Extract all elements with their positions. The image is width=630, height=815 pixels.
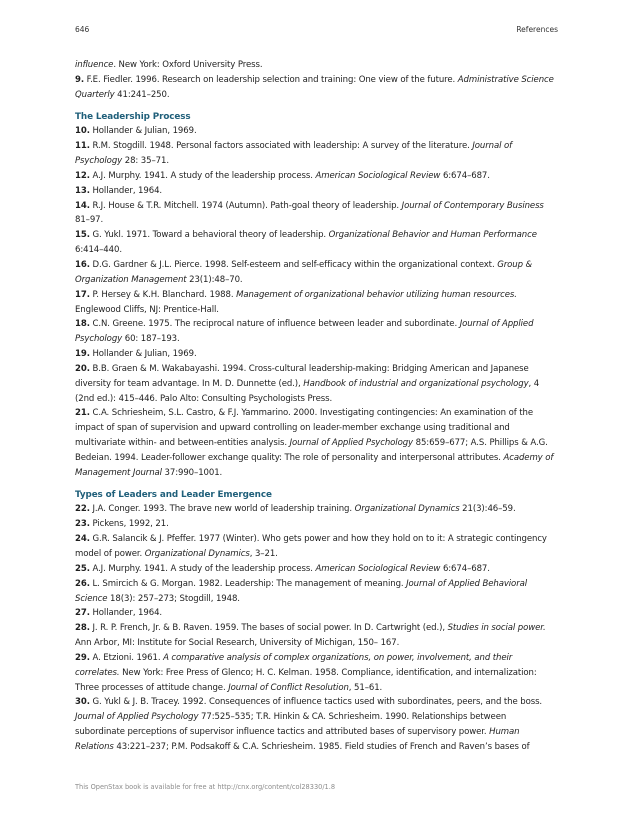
ref-segment: 6:674–687. [440, 563, 490, 574]
ref-segment: C.N. Greene. 1975. The reciprocal nature of influence between leader and subordinate. [92, 319, 460, 330]
continued-references [75, 58, 557, 103]
ref-segment: Hollander, 1964. [92, 608, 163, 619]
ref-segment: 23(1):48–70. [186, 274, 243, 285]
references-content [75, 58, 557, 755]
ref-number: 12. [75, 170, 90, 181]
section-heading: The Leadership Process [75, 111, 191, 122]
reference-item [75, 199, 557, 229]
running-title: References [516, 25, 558, 34]
ref-segment: J.A. Conger. 1993. The brave new world of leadership training. [92, 504, 355, 515]
reference-item [75, 258, 557, 288]
ref-number: 9. [75, 74, 84, 85]
ref-segment: , 51–61. [348, 682, 383, 693]
ref-italic: Journal of Applied Psychology [289, 438, 413, 449]
section-types-of-leaders [75, 488, 557, 755]
reference-item [75, 517, 557, 532]
ref-segment: Hollander, 1964. [92, 185, 163, 196]
reference-item [75, 606, 557, 621]
reference-item [75, 228, 557, 258]
reference-item [75, 124, 557, 139]
ref-italic: Journal of Contemporary Business [401, 200, 544, 211]
ref-number: 29. [75, 652, 90, 663]
ref-number: 11. [75, 141, 90, 152]
ref-segment: F.E. Fiedler. 1996. Research on leadership selection and training: One view of the future. [86, 74, 458, 85]
section-heading: Types of Leaders and Leader Emergence [75, 489, 272, 500]
reference-item [75, 502, 557, 517]
ref-italic: Journal of Psychology [75, 141, 513, 167]
reference-item [75, 317, 557, 347]
ref-number: 19. [75, 349, 90, 360]
ref-segment: 60: 187–193. [122, 334, 180, 345]
reference-item [75, 288, 557, 318]
ref-number: 20. [75, 363, 90, 374]
ref-segment: Englewood Cliffs, NJ: Prentice-Hall. [75, 304, 219, 315]
ref-italic: American Sociological Review [315, 170, 441, 181]
ref-segment: A.J. Murphy. 1941. A study of the leadership process. [92, 170, 316, 181]
ref-segment: R.J. House & T.R. Mitchell. 1974 (Autumn). Path-goal theory of leadership. [92, 200, 402, 211]
ref-segment: G. Yukl. 1971. Toward a behavioral theory of leadership. [92, 230, 329, 241]
ref-italic: Organizational Dynamics [144, 549, 250, 559]
ref-segment: Hollander & Julian, 1969. [92, 126, 197, 137]
ref-italic: Organizational Dynamics [354, 504, 460, 515]
reference-item [75, 73, 557, 103]
ref-number: 21. [75, 408, 90, 419]
ref-italic: Management of organizational behavior utilizing human resources. [236, 289, 517, 300]
reference-item [75, 532, 557, 562]
ref-segment: 28: 35–71. [122, 156, 169, 167]
section-leadership-process [75, 110, 557, 481]
ref-number: 16. [75, 259, 90, 270]
ref-segment: , 4 (2nd ed.): 415–446. Palo Alto: Consulting Psychologists Press. [75, 378, 540, 404]
ref-segment: 6:674–687. [440, 170, 490, 181]
ref-italic: Studies in social power. [447, 623, 546, 634]
ref-italic: influence [75, 60, 114, 70]
ref-segment: R.M. Stogdill. 1948. Personal factors associated with leadership: A survey of the literature. [92, 141, 473, 152]
ref-number: 10. [75, 126, 90, 137]
ref-segment: P. Hersey & K.H. Blanchard. 1988. [92, 289, 237, 300]
page-number: 646 [75, 25, 90, 34]
ref-segment: 6:414–440. [75, 245, 122, 256]
page-footer: This OpenStax book is available for free at http://cnx.org/content/col28330/1.8 [75, 783, 336, 791]
ref-segment: Hollander & Julian, 1969. [92, 349, 197, 360]
reference-item [75, 184, 557, 199]
ref-segment: G.R. Salancik & J. Pfeffer. 1977 (Winter). Who gets power and how they hold on to it: A strategic contingency model of power. [75, 534, 547, 559]
ref-italic: Administrative Science Quarterly [75, 74, 554, 100]
ref-italic: Journal of Conflict Resolution [228, 682, 349, 693]
ref-italic: American Sociological Review [315, 563, 441, 574]
ref-number: 15. [75, 230, 90, 241]
ref-italic: Organizational Behavior and Human Performance [328, 230, 537, 241]
reference-item [75, 695, 557, 754]
ref-segment: 43:221–237; P.M. Podsakoff & C.A. Schriesheim. 1985. Field studies of French and Raven’s bases of [113, 741, 530, 752]
reference-item [75, 577, 557, 607]
ref-segment: , 3–21. [249, 549, 278, 559]
ref-italic: Journal of Applied Psychology [75, 319, 534, 345]
ref-italic: Journal of Applied Psychology [75, 712, 199, 723]
reference-item [75, 58, 557, 73]
ref-segment: Pickens, 1992, 21. [92, 519, 169, 530]
reference-item [75, 169, 557, 184]
reference-item [75, 347, 557, 362]
ref-italic: Journal of Applied Behavioral Science [75, 578, 528, 604]
ref-segment: 41:241–250. [114, 89, 170, 100]
ref-segment: . New York: Oxford University Press. [113, 60, 263, 70]
page-header [75, 25, 558, 37]
ref-segment: A. Etzioni. 1961. [92, 652, 164, 663]
ref-segment: D.G. Gardner & J.L. Pierce. 1998. Self-esteem and self-efficacy within the organizational context. [92, 259, 498, 270]
reference-item [75, 139, 557, 169]
ref-number: 17. [75, 289, 90, 300]
reference-list [75, 124, 557, 480]
ref-segment: G. Yukl & J. B. Tracey. 1992. Consequences of influence tactics used with subordinates, peers, and the boss. [92, 697, 543, 708]
ref-italic: A comparative analysis of complex organizations, on power, involvement, and their correlates. [75, 652, 513, 678]
ref-number: 14. [75, 200, 90, 211]
ref-segment: 77:525–535; T.R. Hinkin & CA. Schriesheim. 1990. Relationships between subordinate perceptions of supervisor influence tactics and attributed bases of supervisory power. [75, 712, 507, 738]
ref-number: 24. [75, 534, 90, 545]
ref-italic: Handbook of industrial and organizational psychology [303, 378, 529, 389]
ref-segment: C.A. Schriesheim, S.L. Castro, & F.J. Yammarino. 2000. Investigating contingencies: An examination of the impact of span of supervision and upward controlling on leader-member exchange using traditional and multivariate within- and between-entities analysis. [75, 408, 533, 449]
ref-text [75, 60, 262, 70]
ref-italic: Human Relations [75, 727, 520, 752]
reference-item [75, 621, 557, 651]
reference-item [75, 651, 557, 696]
ref-number: 27. [75, 608, 90, 619]
ref-italic: Academy of Management Journal [75, 452, 554, 478]
ref-number: 13. [75, 185, 90, 196]
ref-segment: J. R. P. French, Jr. & B. Raven. 1959. The bases of social power. In D. Cartwright (ed.), [92, 623, 448, 634]
ref-number: 23. [75, 519, 90, 530]
reference-item [75, 406, 557, 480]
ref-segment: 85:659–677; A.S. Phillips & A.G. Bedeian. 1994. Leader-follower exchange quality: The role of personality and interpersonal attributes. [75, 438, 548, 463]
ref-segment: A.J. Murphy. 1941. A study of the leadership process. [92, 563, 316, 574]
ref-segment: 37:990–1001. [161, 467, 223, 478]
ref-number: 26. [75, 578, 90, 589]
ref-number: 28. [75, 623, 90, 634]
ref-segment: New York: Free Press of Glenco; H. C. Kelman. 1958. Compliance, identification, and internalization: Three processes of attitude change. [75, 667, 537, 693]
ref-segment: 81–97. [75, 215, 104, 226]
ref-segment: 18(3): 257–273; Stogdill, 1948. [107, 593, 240, 604]
ref-number: 18. [75, 319, 90, 330]
ref-segment: Ann Arbor, MI: Institute for Social Research, University of Michigan, 150– 167. [75, 638, 400, 649]
ref-segment: B.B. Graen & M. Wakabayashi. 1994. Cross-cultural leadership-making: Bridging American and Japanese diversity for team advantage. In M. D. Dunnette (ed.), [75, 363, 529, 389]
ref-number: 22. [75, 504, 90, 515]
ref-number: 30. [75, 697, 90, 708]
reference-item [75, 562, 557, 577]
reference-list [75, 502, 557, 754]
ref-italic: Group & Organization Management [75, 259, 533, 285]
ref-segment: L. Smircich & G. Morgan. 1982. Leadership: The management of meaning. [92, 578, 407, 589]
ref-number: 25. [75, 563, 90, 574]
ref-segment: 21(3):46–59. [459, 504, 516, 515]
reference-item [75, 362, 557, 407]
